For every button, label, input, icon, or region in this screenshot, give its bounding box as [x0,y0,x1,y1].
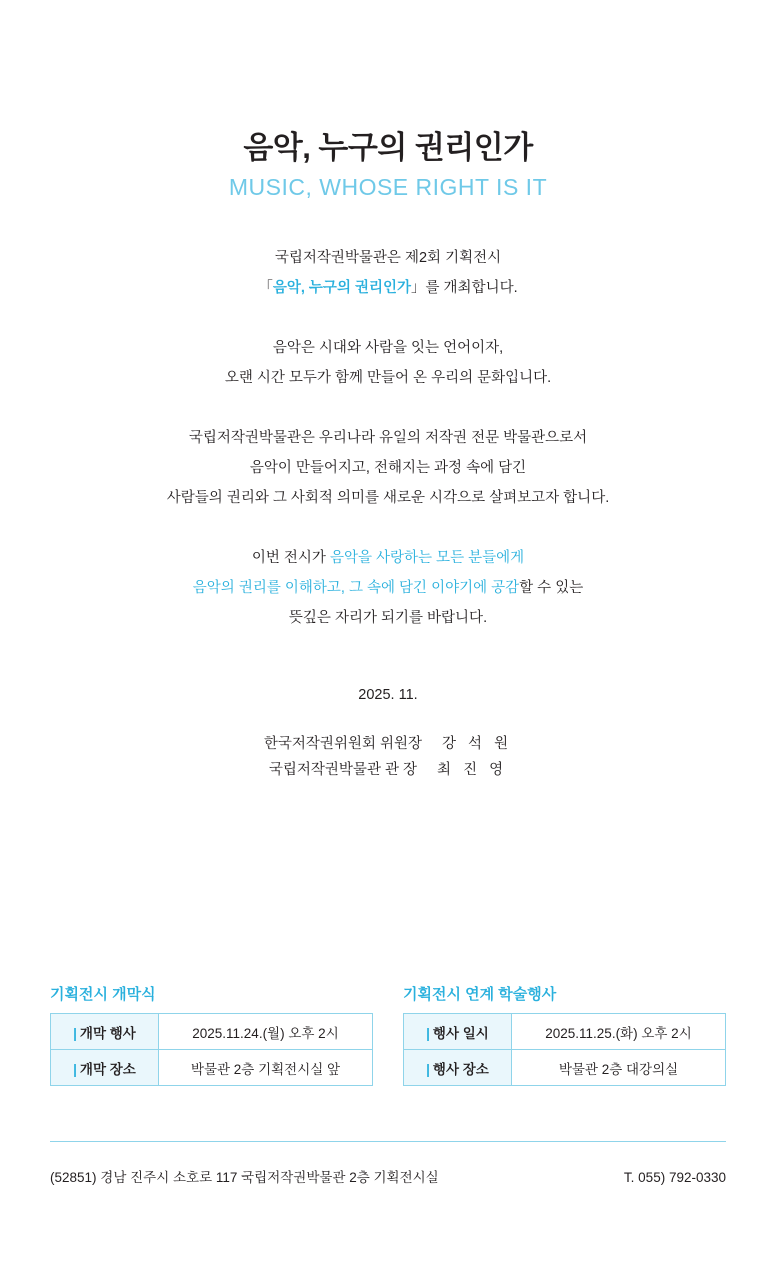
paragraph-1-line-1: 국립저작권박물관은 제2회 기획전시 [274,250,502,267]
paragraph-3-line-3: 사람들의 권리와 그 사회적 의미를 새로운 시각으로 살펴보고자 합니다. [166,490,610,507]
table-label-text: 개막 행사 [79,1025,136,1041]
table-value-cell: 박물관 2층 기획전시실 앞 [159,1050,373,1086]
bar-marker-icon: | [73,1061,77,1077]
opening-ceremony-heading: 기획전시 개막식 [50,986,156,1003]
table-value-cell: 박물관 2층 대강의실 [512,1050,726,1086]
exhibition-title-accent: 음악, 누구의 권리인가 [272,280,412,297]
table-row [404,1050,726,1086]
table-label-cell [404,1050,512,1086]
paragraph-gap-2 [0,393,776,423]
paragraph-4-tail: 할 수 있는 [519,580,584,597]
title-block [0,128,776,201]
paragraph-1-line-2 [0,273,776,303]
paragraph-gap-1 [0,303,776,333]
paragraph-4-lead: 이번 전시가 [251,550,330,567]
paragraph-4-line-3: 뜻깊은 자리가 되기를 바랍니다. [288,610,488,627]
paragraph-3-line-2: 음악이 만들어지고, 전해지는 과정 속에 담긴 [249,460,527,477]
paragraph-4-accent-1: 음악을 사랑하는 모든 분들에게 [329,550,525,567]
body-copy [0,243,776,633]
paragraph-gap-3 [0,513,776,543]
bar-marker-icon: | [73,1025,77,1041]
paragraph-4-line-2 [0,573,776,603]
table-value-cell: 2025.11.24.(월) 오후 2시 [159,1014,373,1050]
footer-divider [50,1141,726,1142]
paragraph-4-line-1 [0,543,776,573]
table-label-text: 행사 장소 [432,1061,489,1077]
table-label-cell [51,1014,159,1050]
signature-org: 한국저작권위원회 위원장 [263,736,423,753]
table-label-text: 행사 일시 [432,1025,489,1041]
table-label-text: 개막 장소 [79,1061,136,1077]
bracket-close-text: 」를 개최합니다. [411,280,518,297]
academic-event-heading: 기획전시 연계 학술행사 [403,986,557,1003]
invitation-page [0,128,776,1262]
table-label-cell [51,1050,159,1086]
footer [50,1166,726,1186]
footer-phone: T. 055) 792-0330 [623,1170,726,1185]
signature-block [0,731,776,783]
signature-row [0,731,776,757]
signature-name: 최 진 영 [437,762,508,779]
signature-org: 국립저작권박물관 관 장 [268,762,418,779]
page-title: 음악, 누구의 권리인가 [243,130,533,165]
signature-name: 강 석 원 [442,736,513,753]
paragraph-4-accent-2: 음악의 권리를 이해하고, 그 속에 담긴 이야기에 공감 [192,580,520,597]
issue-date: 2025. 11. [358,687,418,704]
table-value-cell: 2025.11.25.(화) 오후 2시 [512,1014,726,1050]
paragraph-3-line-1: 국립저작권박물관은 우리나라 유일의 저작권 전문 박물관으로서 [188,430,588,447]
bar-marker-icon: | [426,1061,430,1077]
table-row [51,1050,373,1086]
page-subtitle: MUSIC, WHOSE RIGHT IS IT [228,174,548,201]
table-row [404,1014,726,1050]
signature-row [0,757,776,783]
opening-ceremony-table [50,1013,373,1086]
bar-marker-icon: | [426,1025,430,1041]
bracket-open: 「 [258,280,273,297]
paragraph-2-line-1: 음악은 시대와 사람을 잇는 언어이자, [272,340,504,357]
opening-ceremony-block [50,983,373,1086]
academic-event-block [403,983,726,1086]
table-row [51,1014,373,1050]
table-label-cell [404,1014,512,1050]
footer-address: (52851) 경남 진주시 소호로 117 국립저작권박물관 2층 기획전시실 [50,1170,439,1185]
paragraph-2-line-2: 오랜 시간 모두가 함께 만들어 온 우리의 문화입니다. [224,370,552,387]
academic-event-table [403,1013,726,1086]
info-tables [50,983,726,1086]
